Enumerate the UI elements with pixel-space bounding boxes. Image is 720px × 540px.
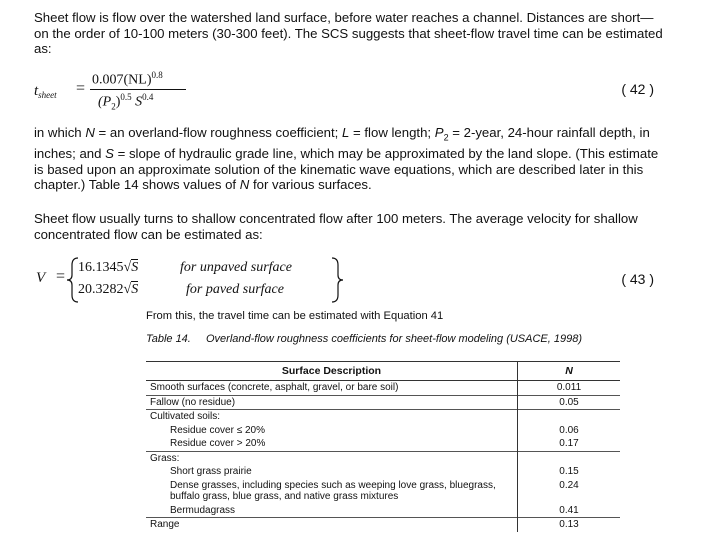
table-14-caption-number: Table 14. (146, 333, 191, 345)
row-n-value: 0.05 (518, 395, 621, 410)
paragraph-shallow-flow: Sheet flow usually turns to shallow concentrated flow after 100 meters. The average velocity for shallow concentrated flow can be estimated as: (34, 211, 638, 242)
row-n-value: 0.13 (518, 518, 621, 532)
eq43-number: ( 43 ) (621, 271, 654, 287)
eq43-right-brace (330, 257, 344, 303)
table-row (146, 451, 620, 465)
header-n: N (518, 362, 621, 381)
row-n-value (518, 451, 621, 465)
row-desc: Bermudagrass (170, 504, 236, 516)
eq43-lhs: V (36, 270, 46, 286)
row-desc: Grass: (146, 451, 518, 465)
table-row (146, 479, 620, 504)
paragraph-sheet-flow-intro: Sheet flow is flow over the watershed land surface, before water reaches a channel. Distances are short—on the order of 10-100 meters (30-300 feet). The SCS suggests that sheet-flow travel time can be estimated as: (34, 10, 663, 56)
row-n-value: 0.011 (518, 381, 621, 396)
row-desc: Residue cover > 20% (170, 438, 266, 449)
eq43-equals: = (56, 268, 66, 285)
header-surface-description: Surface Description (146, 362, 518, 381)
eq43-cond-unpaved: for unpaved surface (180, 260, 292, 275)
travel-time-note: From this, the travel time can be estimated with Equation 41 (146, 310, 444, 322)
eq43-cond-paved: for paved surface (186, 282, 284, 297)
row-n-value: 0.15 (518, 465, 621, 479)
table-row (146, 465, 620, 479)
row-desc: Short grass prairie (170, 466, 252, 477)
row-n-value: 0.17 (518, 437, 621, 451)
row-n-value (518, 410, 621, 424)
table-row (146, 424, 620, 438)
table-row (146, 518, 620, 532)
table-row (146, 504, 620, 518)
row-n-value: 0.24 (518, 479, 621, 504)
eq42-number: ( 42 ) (621, 81, 654, 97)
eq43-row-unpaved: 16.1345√S (78, 260, 139, 275)
eq42-equals: = (76, 80, 86, 97)
row-n-value: 0.06 (518, 424, 621, 438)
row-desc: Dense grasses, including species such as weeping love grass, bluegrass, buffalo grass, blue grass, and native grass mixtures (170, 479, 496, 502)
table-row (146, 437, 620, 451)
eq42-denominator: $(P_2)^{0.5}$ $S^{0.4}$ (98, 92, 154, 112)
table-row (146, 410, 620, 424)
row-desc: Smooth surfaces (concrete, asphalt, gravel, or bare soil) (146, 381, 518, 396)
table-row (146, 381, 620, 396)
eq42-numerator: 0.007(NL)$^{0.8}$ (92, 70, 163, 88)
eq42-fraction-bar (90, 89, 186, 90)
row-desc: Cultivated soils: (146, 410, 518, 424)
roughness-table (146, 361, 620, 532)
paragraph-definitions: in which N = an overland-flow roughness coefficient; L = flow length; $P_2$ = 2-year, 24-hour rainfall depth, in inches; and S = slope of hydraulic grade line, which may be approximated by the land slope. (This estimate is based upon an approximate solution of the kinematic wave equations, which are described later in this chapter.) Table 14 shows values of N for various surfaces. (34, 125, 659, 193)
table-14-caption-text: Overland-flow roughness coefficients for sheet-flow modeling (USACE, 1998) (206, 333, 583, 345)
row-n-value: 0.41 (518, 504, 621, 518)
eq43-row-paved: 20.3282√S (78, 282, 139, 297)
row-desc: Fallow (no residue) (146, 395, 518, 410)
table-row (146, 395, 620, 410)
eq42-lhs: $t_{sheet}$ (34, 83, 57, 100)
row-desc: Range (146, 518, 518, 532)
row-desc: Residue cover ≤ 20% (170, 424, 265, 436)
